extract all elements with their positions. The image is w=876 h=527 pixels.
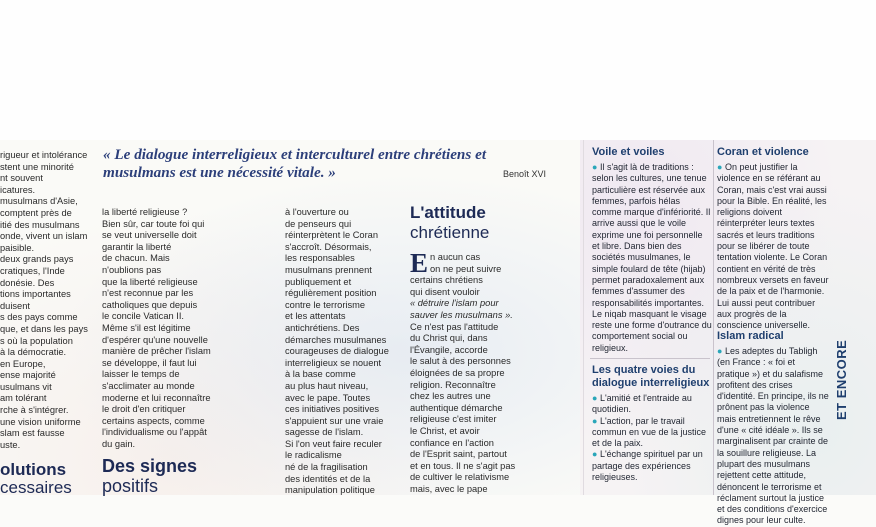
text-line: « détruire l'islam pour	[410, 298, 499, 309]
box-quatre-voies	[592, 364, 712, 483]
text-line: itié des musulmans	[0, 219, 80, 230]
column-a	[102, 207, 212, 450]
text-line: donésie. Des	[0, 277, 55, 288]
bullet-icon: ●	[592, 162, 598, 172]
text-line: se veut universelle doit	[102, 230, 197, 241]
text-line: religieuse c'est imiter	[410, 414, 497, 425]
text-line: à la démocratie.	[0, 347, 67, 358]
box-title: Voile et voiles	[592, 146, 665, 158]
text-line: certains chrétiens	[410, 275, 483, 286]
text-line: paisible.	[0, 242, 35, 253]
box-title: Islam radical	[717, 330, 784, 342]
text-line: slam est fausse	[0, 428, 65, 439]
box-voile-et-voiles	[592, 146, 712, 354]
text-line: uste.	[0, 439, 21, 450]
text-line: Si l'on veut faire reculer	[285, 438, 382, 449]
box-islam-radical	[717, 330, 829, 527]
text-line: de penseurs qui	[285, 218, 352, 229]
text-line: musulmans prennent	[285, 264, 372, 275]
box-text: ● Il s'agit là de traditions : selon les cultures, une tenue particulière est réservée aux femmes, parfois hélas comme marque d'infériorité. Il arrive aussi que le voile exprime une foi personnelle et libre. Dans bien des sociétés musulmanes, le simple foulard de tête (hijab) permet paradoxalement aux femmes d'assumer des responsabilités importantes. Le niqab masquant le visage reste une forme d'outrance du comportement social ou religieux.	[592, 162, 712, 353]
text-line: l'individualisme ou l'appât	[102, 427, 207, 438]
text-line: garantir la liberté	[102, 241, 172, 252]
text-line: comptent près de	[0, 207, 72, 218]
text-line: le Christ, et avoir	[410, 425, 480, 436]
text-line: une vision uniforme	[0, 416, 81, 427]
text-line: l'Évangile, accorde	[410, 344, 488, 355]
text-line: des identités et de la	[285, 473, 371, 484]
text-line: musulmans d'Asie,	[0, 196, 78, 207]
text-line: réinterprètent le Coran	[285, 230, 379, 241]
heading-attitude-line1: L'attitude	[410, 203, 486, 222]
text-line: manière de prêcher l'islam	[102, 346, 211, 357]
text-line: manipulation politique	[285, 485, 375, 496]
text-line: le salut à des personnes	[410, 356, 511, 367]
text-line: s où la population	[0, 335, 73, 346]
text-line: s des pays comme	[0, 312, 78, 323]
text-line: n'est reconnue par les	[102, 288, 194, 299]
list-item: ● L'échange spirituel par un partage des expériences religieuses.	[592, 449, 703, 483]
heading-des-signes	[102, 456, 197, 496]
box-text: ● On peut justifier la violence en se référant au Coran, mais c'est vrai aussi pour la Bible. En réalité, les religions doivent réinterpréter leurs textes sacrés et leurs traditions pour se libérer de toute tentation violente. Le Coran contient en vérité de très nombreux versets en faveur de la paix et de l'harmonie. Lui aussi peut contribuer aux progrès de la conscience universelle.	[717, 162, 829, 331]
text-line: et les attentats	[285, 311, 346, 322]
text-line: de chacun. Mais	[102, 253, 170, 264]
text-line: en Europe,	[0, 358, 46, 369]
text-line: éloignées de sa propre	[410, 367, 505, 378]
text-line: le radicalisme	[285, 450, 342, 461]
text-line: antichrétiens. Des	[285, 322, 360, 333]
text-line: sauver les musulmans ».	[410, 309, 513, 320]
bullet-icon: ●	[592, 393, 600, 403]
bullet-icon: ●	[717, 346, 723, 356]
text-line: d'espérer qu'une nouvelle	[102, 334, 208, 345]
text-line: à l'ouverture ou	[285, 207, 349, 217]
heading-attitude	[410, 203, 489, 243]
heading-solutions: olutions	[0, 459, 67, 479]
text-line: le droit d'en critiquer	[102, 404, 186, 415]
text-line: né de la fragilisation	[285, 462, 368, 473]
box-text: ● Les adeptes du Tabligh (en France : « foi et pratique ») et du salafisme profitent des crises d'identité. En principe, ils ne prônent pas la violence mais entretiennent le rêve d'une « cité idéale ». Ils se marginalisent par crainte de la souillure religieuse. La plupart des musulmans rejettent cette attitude, dénoncent le terrorisme et réclament surtout la justice et des conditions d'exercice dignes pour leur culte.	[717, 346, 829, 526]
heading-necessaires: cessaires	[0, 477, 72, 497]
text-line: onde, vivent un islam	[0, 231, 88, 242]
text-line: s'appuient sur une vraie	[285, 415, 384, 426]
bullet-icon: ●	[717, 162, 723, 172]
text-line: usulmans vit	[0, 381, 52, 392]
text-line: sagesse de l'islam.	[285, 427, 364, 438]
box-title: Coran et violence	[717, 146, 809, 158]
text-line: Bien sûr, car toute foi qui	[102, 218, 205, 229]
text-line: confiance en l'action	[410, 437, 494, 448]
column-c-second-line: on ne peut suivre	[430, 263, 502, 274]
text-line: rche à s'intégrer.	[0, 405, 69, 416]
text-line: de l'Esprit saint, partout	[410, 449, 507, 460]
text-line: publiquement et	[285, 276, 352, 287]
text-line: se développe, il faut lui	[102, 357, 197, 368]
text-line: le concile Vatican II.	[102, 311, 184, 322]
text-line: Même s'il est légitime	[102, 322, 191, 333]
bullet-icon: ●	[592, 415, 600, 426]
text-line: n'oublions pas	[102, 264, 162, 275]
text-line: du gain.	[102, 438, 136, 449]
text-line: mais, avec le pape	[410, 483, 488, 494]
text-line: interreligieux se nouent	[285, 357, 382, 368]
heading-des-signes-line2: positifs	[102, 476, 159, 496]
text-line: la liberté religieuse ?	[102, 207, 188, 217]
text-line: contre le terrorisme	[285, 299, 366, 310]
heading-attitude-line2: chrétienne	[410, 223, 490, 242]
bullet-icon: ●	[592, 449, 600, 460]
text-line: du Christ qui, dans	[410, 333, 488, 344]
text-line: et en tous. Il ne s'agit pas	[410, 460, 516, 471]
text-line: icatures.	[0, 184, 36, 195]
column-c	[410, 248, 525, 495]
text-line: s'accroît. Désormais,	[285, 241, 372, 252]
text-line: ense majorité	[0, 370, 56, 381]
quote-author: Benoît XVI	[503, 169, 547, 179]
text-line: authentique démarche	[410, 402, 503, 413]
sidebar-column-divider	[713, 140, 714, 495]
text-line: religion. Reconnaître	[410, 379, 496, 390]
text-line: que la liberté religieuse	[102, 276, 198, 287]
text-line: deux grands pays	[0, 254, 74, 265]
text-line: am tolérant	[0, 393, 47, 404]
text-line: à la base comme	[285, 369, 356, 380]
list-item: ● L'action, par le travail commun en vue de la justice et de la paix.	[592, 415, 707, 449]
text-line: ces initiatives positives	[285, 404, 380, 415]
text-line: qui disent vouloir	[410, 286, 480, 297]
text-line: les responsables	[285, 253, 355, 264]
text-line: stent une minorité	[0, 161, 74, 172]
text-line: catholiques que depuis	[102, 299, 198, 310]
heading-des-signes-line1: Des signes	[102, 456, 198, 476]
text-line: régulièrement position	[285, 288, 377, 299]
text-line: tions importantes	[0, 289, 71, 300]
drop-cap: E	[410, 248, 429, 278]
pull-quote: « Le dialogue interreligieux et interculturel entre chrétiens et musulmans est une nécessité vitale. »	[103, 146, 487, 181]
voies-list	[592, 393, 712, 483]
left-column	[0, 150, 92, 497]
text-line: Ce n'est pas l'attitude	[410, 321, 499, 332]
blank-top-area	[0, 0, 876, 140]
text-line: chez les autres une	[410, 391, 491, 402]
text-line: s'acclimater au monde	[102, 380, 195, 391]
sidebar-section-divider	[590, 358, 710, 359]
text-line: avec le pape. Toutes	[285, 392, 371, 403]
text-line: duisent	[0, 300, 30, 311]
et-encore-label: ET ENCORE	[834, 339, 849, 420]
text-line: au plus haut niveau,	[285, 380, 369, 391]
text-line: courageuses de dialogue	[285, 346, 389, 357]
text-line: laisser le temps de	[102, 369, 180, 380]
text-line: cratiques, l'Inde	[0, 265, 65, 276]
sidebar-divider	[583, 140, 584, 495]
column-b	[285, 207, 397, 497]
text-line: rigueur et intolérance	[0, 150, 88, 160]
text-line: que, et dans les pays	[0, 323, 88, 334]
box-title: Les quatre voies du dialogue interreligieux	[592, 364, 710, 389]
text-line: de cultiver le relativisme	[410, 472, 510, 483]
text-line: démarches musulmanes	[285, 334, 387, 345]
text-line: certains aspects, comme	[102, 415, 205, 426]
text-line: nt souvent	[0, 173, 43, 184]
text-line: moderne et lui reconnaître	[102, 392, 211, 403]
box-coran-et-violence	[717, 146, 829, 331]
column-c-first-line: n aucun cas	[430, 252, 481, 262]
list-item: ● L'amitié et l'entraide au quotidien.	[592, 393, 692, 415]
